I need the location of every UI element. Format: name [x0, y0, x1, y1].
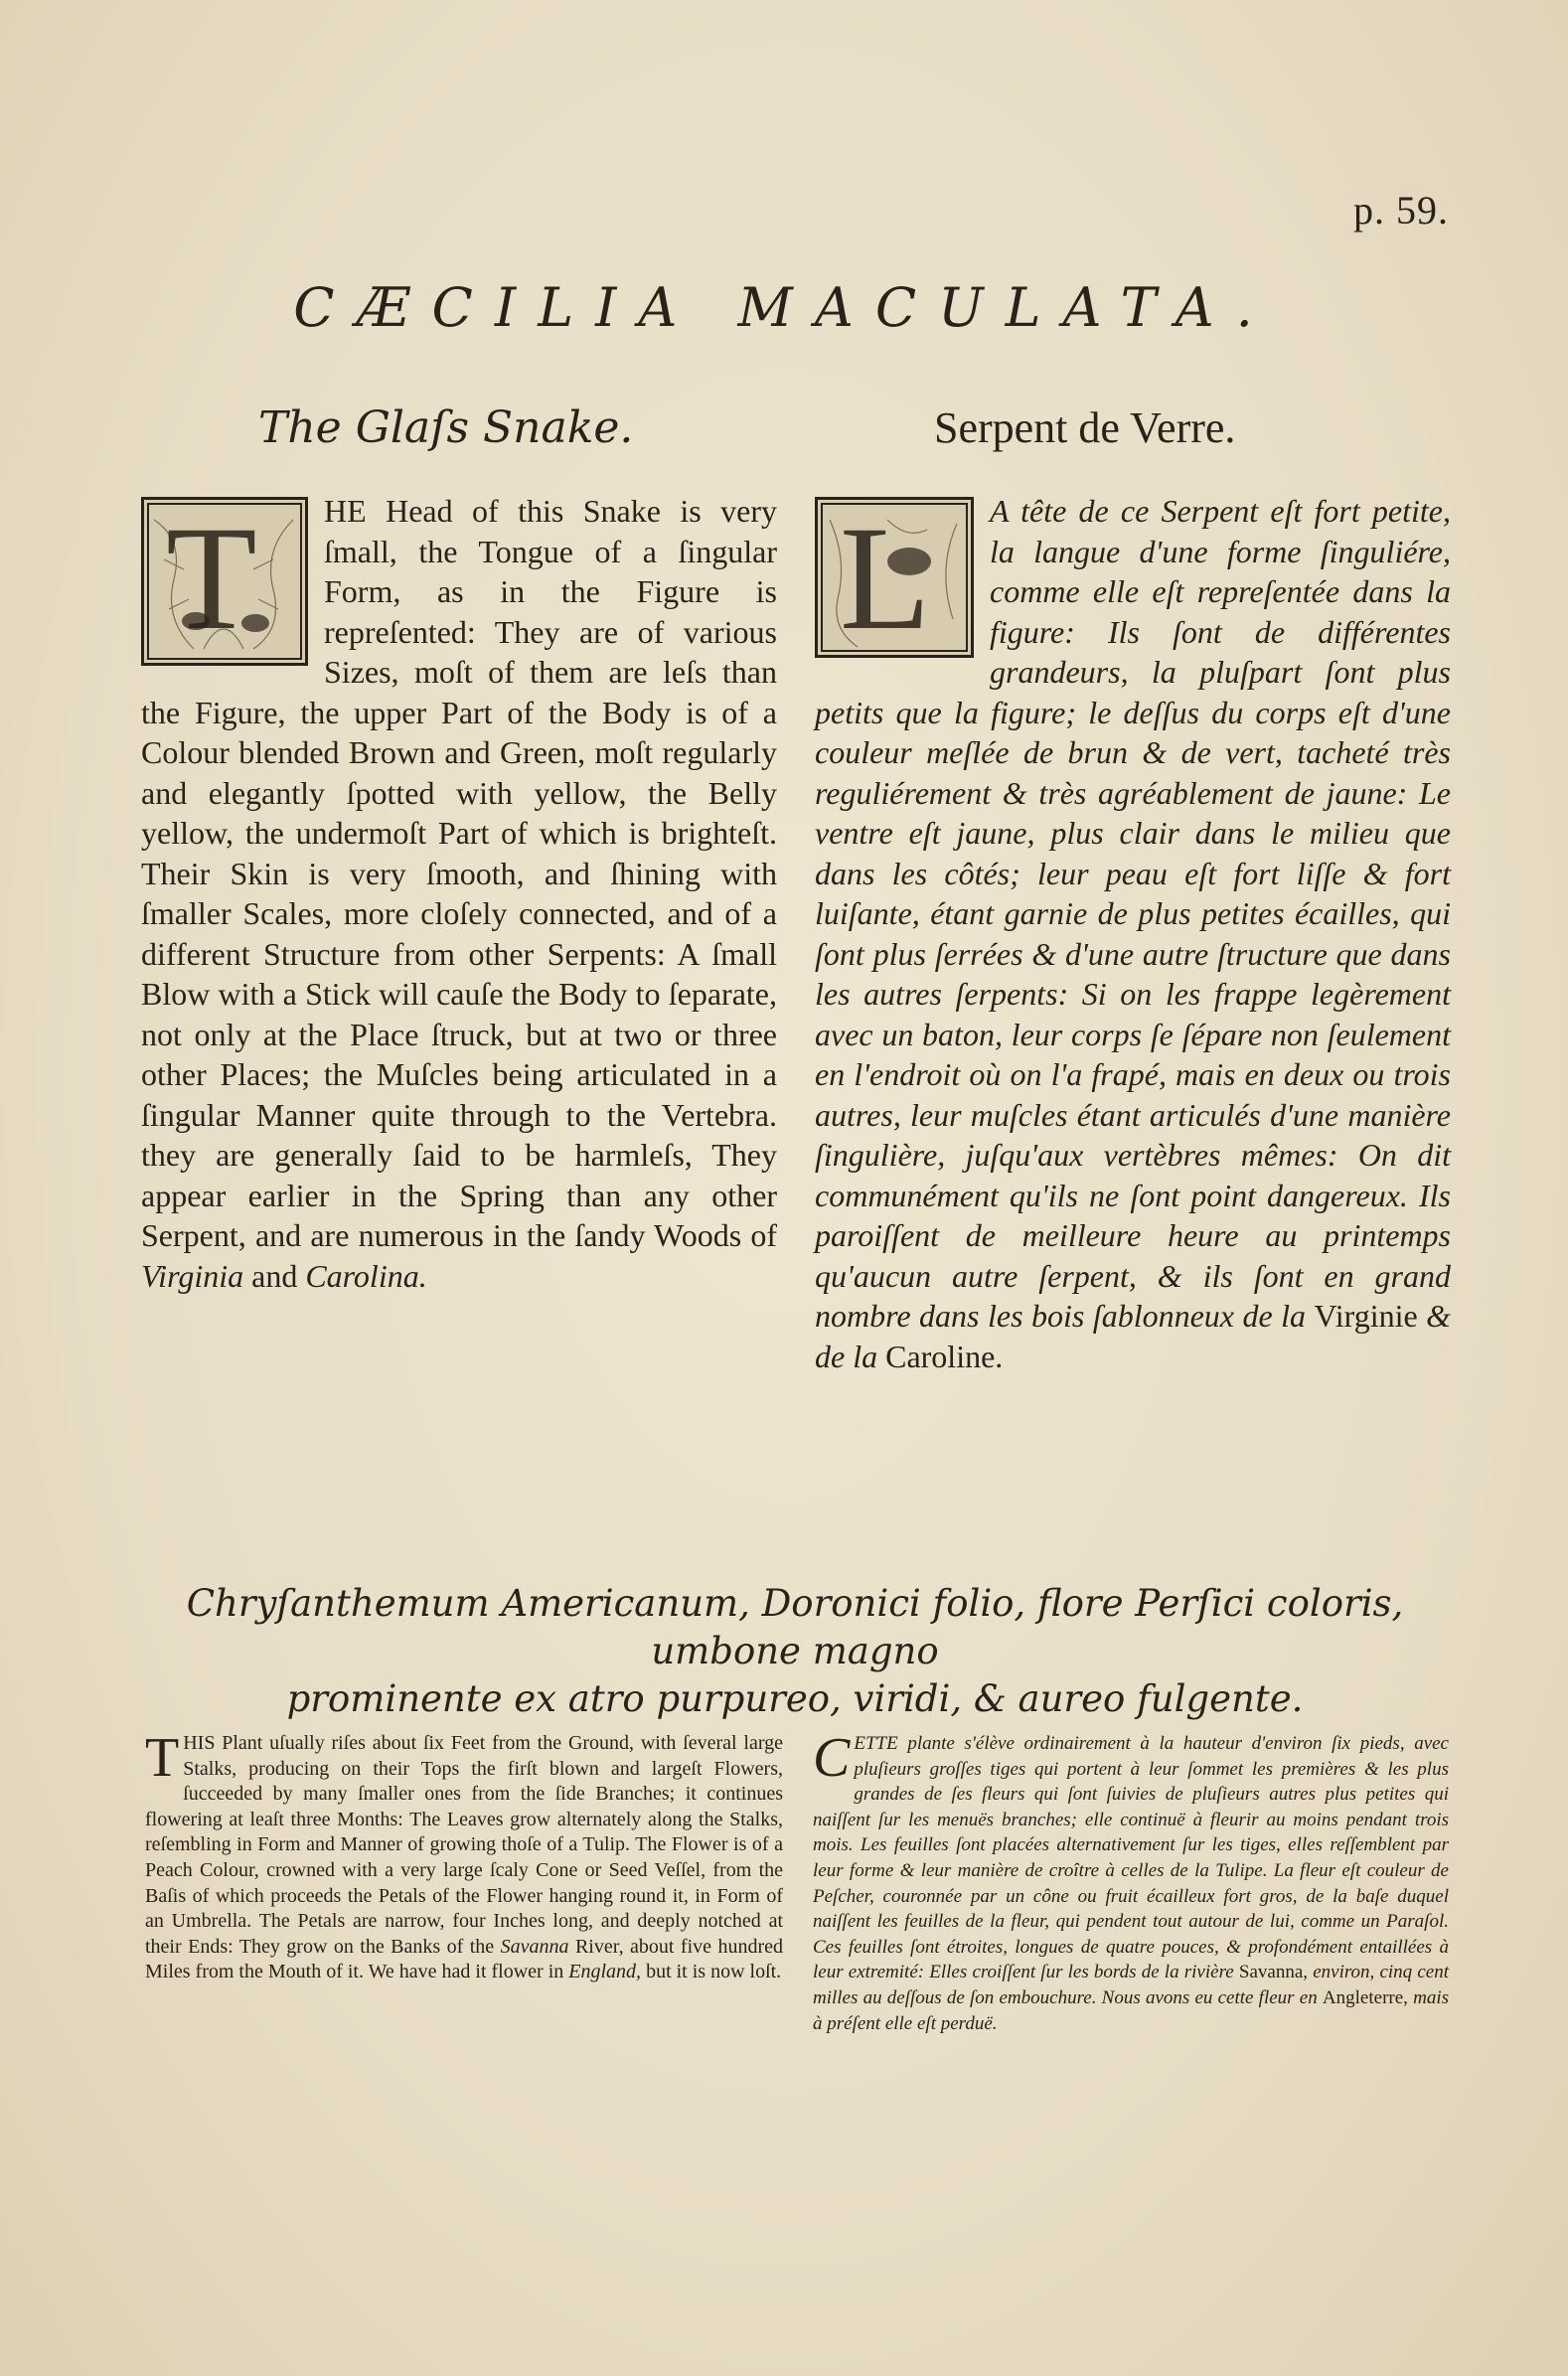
- dropcap-woodcut-birds-icon: [141, 497, 308, 666]
- plant-french-text-2: environ, cinq cent milles au deſſous de ſon embouchure. Nous avons eu cette fleur en: [813, 1962, 1450, 2008]
- page-number: p. 59.: [1353, 188, 1449, 233]
- french-heading: Serpent de Verre.: [934, 403, 1236, 452]
- english-column: [141, 491, 777, 1296]
- french-text: A tête de ce Serpent eſt fort petite, la langue d'une forme ſinguliére, comme elle eſt repreſentée dans la figure: Ils ſont de différentes grandeurs, la pluſpart ſont plus petits que la figure; le deſſus du corps eſt d'une couleur meſlée de brun & de vert, tacheté très reguliérement & très agréablement de jaune: Le ventre eſt jaune, plus clair dans le milieu que dans les côtés; leur peau eſt fort liſſe & fort luiſante, étant garnie de plus petites écailles, qui ſont plus ſerrées & d'une autre ſtructure que dans les autres ſerpents: Si on les frappe legèrement avec un baton, leur corps ſe ſépare non ſeulement en l'endroit où on l'a frapé, mais en deux ou trois autres, leur muſcles étant articulés d'une manière ſingulière, juſqu'aux vertèbres mêmes: On dit communément qu'ils ne ſont point dangereux. Ils paroiſſent de meilleure heure au printemps qu'aucun autre ſerpent, & ils ſont en grand nombre dans les bois ſablonneux de: [815, 493, 1451, 1334]
- place-caroline: Caroline.: [885, 1338, 1004, 1374]
- river-savanna: Savanna: [500, 1935, 569, 1958]
- plant-heading: [149, 1580, 1441, 1723]
- plant-english-text-2: River, about five hundred Miles from the Mouth of it. We have had it flower in: [145, 1935, 784, 1983]
- country-angleterre: Angleterre,: [1322, 1986, 1408, 2008]
- plant-english-smallcaps: HIS: [183, 1732, 216, 1754]
- place-carolina: Carolina.: [305, 1257, 427, 1294]
- english-heading: The Glaſs Snake.: [258, 402, 634, 453]
- plant-heading-line-2: prominente ex atro purpureo, viridi, & aureo fulgente.: [286, 1677, 1304, 1720]
- plant-french-paragraph: [813, 1727, 1450, 2036]
- english-text: HE Head of this Snake is very ſmall, the Tongue of a ſingular Form, as in the Figure is repreſented: They are of various Sizes, moſt of them are leſs than the Figure, the upper Part of the Body is of a Colour blended Brown and Green, moſt regularly and elegantly ſpotted with yellow, the Belly yellow, the undermoſt Part of which is brighteſt. Their Skin is very ſmooth, and ſhining with ſmaller Scales, more cloſely connected, and of a different Structure from other Serpents: A ſmall Blow with a Stick will cauſe the Body to ſeparate, not only at the Place ſtruck, but at two or three other Places; the Muſcles being articulated in a ſingular Manner quite through to the Vertebra. they are generally ſaid to be harmleſs, They appear earlier in the Spring than any other Serpent, and are numerous in the ſandy Woods of: [141, 493, 777, 1253]
- dropcap-letter: T: [166, 496, 257, 661]
- conj-and: and: [251, 1257, 298, 1294]
- plant-french-dropcap: C: [813, 1727, 851, 1789]
- country-england: England,: [568, 1961, 642, 1983]
- plant-french-text-3: mais à préſent elle eſt perduë.: [813, 1986, 1450, 2034]
- dropcap-letter: L: [840, 496, 931, 661]
- la-1: la: [1281, 1298, 1307, 1334]
- plant-english-column: [145, 1727, 784, 1985]
- plant-french-smallcaps: ETTE: [854, 1733, 898, 1754]
- plant-french-column: [813, 1727, 1450, 2036]
- page-title: CÆCILIA MACULATA.: [293, 276, 1275, 339]
- plant-english-paragraph: [145, 1727, 784, 1985]
- plant-heading-line-1: Chryſanthemum Americanum, Doronici folio, flore Perſici coloris, umbone magno: [186, 1582, 1404, 1672]
- plant-english-dropcap: T: [145, 1727, 180, 1789]
- french-column: [815, 491, 1451, 1376]
- plant-english-text-3: but it is now loſt.: [646, 1961, 782, 1983]
- place-virginie: Virginie: [1314, 1298, 1418, 1334]
- riviere-savanna: Savanna,: [1238, 1962, 1309, 1983]
- plant-english-text-1: Plant uſually riſes about ſix Feet from the Ground, with ſeveral large Stalks, producing on their Tops the firſt blown and largeſt Flowers, ſucceeded by many ſmaller ones from the ſide Branches; it continues flowering at leaſt three Months: The Leaves grow alternately along the Stalks, reſembling in Form and Manner of growing thoſe of a Tulip. The Flower is of a Peach Colour, crowned with a very large ſcaly Cone or Seed Veſſel, from the Baſis of which proceeds the Petals of the Flower hanging round it, in Form of an Umbrella. The Petals are narrow, four Inches long, and deeply notched at their Ends: They grow on the Banks of the: [145, 1732, 784, 1958]
- place-virginia: Virginia: [141, 1257, 244, 1294]
- mid-de-la: & de la: [815, 1298, 1452, 1374]
- plant-french-text-1: plante s'élève ordinairement à la hauteur d'environ ſix pieds, avec pluſieurs groſſes tiges qui portent à leur ſommet les premières & les plus grandes de ſes fleurs qui ſont ſuivies de pluſieurs autres plus petites qui naiſſent ſur les menuës branches; elle continuë à fleurir au moins pendant trois mois. Les feuilles ſont placées alternativement ſur les tiges, elles reſſemblent par leur forme & leur manière de croître à celles de la Tulipe. La fleur eſt couleur de Peſcher, couronnée par un cône ou fruit écailleux fort gros, de la baſe duquel naiſſent les feuilles de la fleur, qui pendent tout autour de lui, comme un Paraſol. Ces feuilles ſont étroites, longues de quatre pouces, & profondément entaillées à leur extremité: Elles croiſſent ſur les bords de la rivière: [813, 1733, 1449, 1983]
- dropcap-woodcut-bird-icon: [815, 496, 974, 661]
